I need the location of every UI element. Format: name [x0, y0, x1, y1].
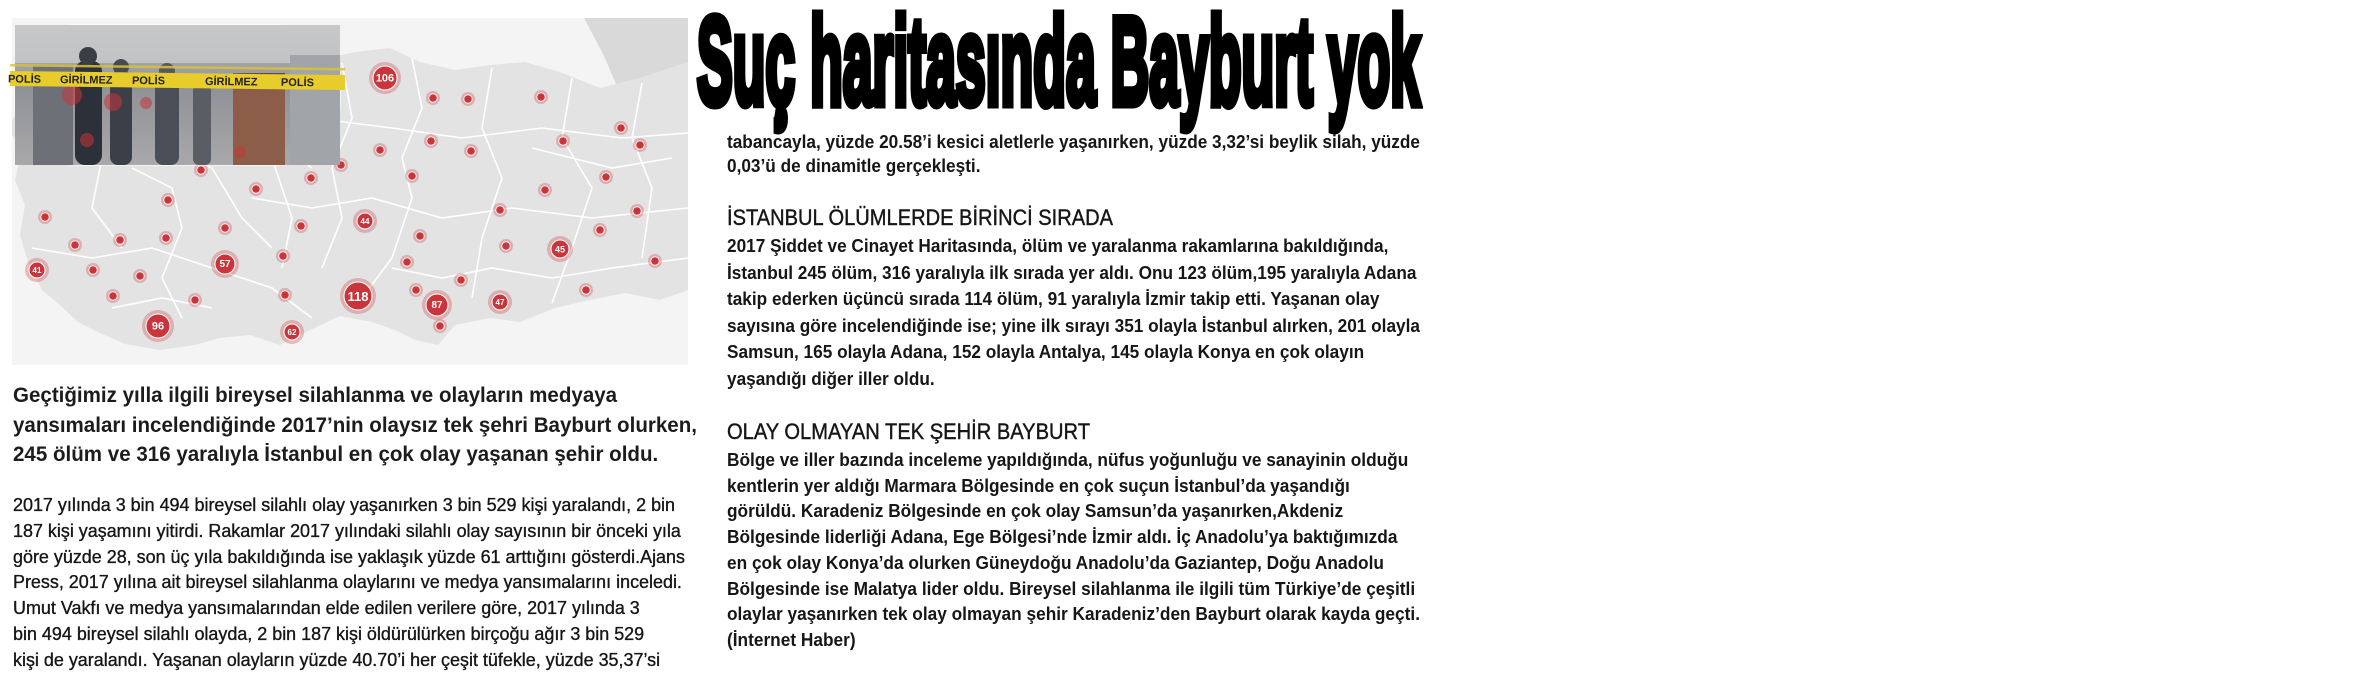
headline [697, 0, 1420, 136]
map-marker-dot [38, 210, 52, 224]
paragraph-line: kentlerin yer aldığı Marmara Bölgesinde en çok suçun İstanbul’da yaşandığı [727, 475, 1350, 496]
body-line: Press, 2017 yılına ait bireysel silahlanma olaylarını ve medya yansımalarını inceledi. [13, 572, 682, 593]
map-marker-dot [304, 171, 318, 185]
paragraph-line: takip ederken üçüncü sırada 114 ölüm, 91 yaralıyla İzmir takip etti. Yaşanan olay [727, 289, 1380, 310]
paragraph-line: tabancayla, yüzde 20.58’i kesici aletlerle yaşanırken, yüzde 3,32’si beylik silah, yüzde [727, 132, 1420, 152]
crime-map [7, 18, 688, 365]
map-marker-dot [113, 233, 127, 247]
map-marker-dot [294, 219, 308, 233]
tape-text: GİRİLMEZ [59, 74, 113, 87]
map-marker-count: 45 [554, 244, 566, 255]
map-marker-dot [499, 239, 513, 253]
tape-text: GİRİLMEZ [204, 75, 258, 89]
body-line: göre yüzde 28, son üç yıla bakıldığında ise yaklaşık yüzde 61 arttığını gösterdi.Ajans [13, 546, 685, 567]
map-marker [353, 209, 377, 233]
map-marker-dot [534, 90, 548, 104]
paragraph-line: 0,03’ü de dinamitle gerçekleşti. [727, 156, 981, 176]
map-marker-dot [424, 134, 438, 148]
section-paragraph-istanbul [727, 233, 1420, 393]
map-marker-dot [630, 204, 644, 218]
map-marker-count: 62 [287, 328, 297, 337]
lead-line: 245 ölüm ve 316 yaralıyla İstanbul en çok olay yaşanan şehir oldu. [13, 443, 659, 466]
map-marker-dot [593, 223, 607, 237]
map-marker-dot [426, 91, 440, 105]
map-marker-dot [461, 92, 475, 106]
source-credit: (İnternet Haber) [727, 629, 856, 650]
map-marker-dot [433, 319, 447, 333]
map-marker-dot [133, 269, 147, 283]
paragraph-line: İstanbul 245 ölüm, 316 yaralıyla ilk sırada yer aldı. Onu 123 ölüm,195 yaralıyla Adana [727, 262, 1417, 283]
body-line: 2017 yılında 3 bin 494 bireysel silahlı olay yaşanırken 3 bin 529 kişi yaralandı, 2 bin [13, 495, 676, 515]
map-marker-count: 96 [151, 320, 165, 333]
photo-scene [7, 25, 340, 165]
map-marker-dot [556, 134, 570, 148]
map-marker-dot [218, 221, 232, 235]
map-marker-dot [86, 263, 100, 277]
paragraph-line: olaylar yaşanırken tek olay olmayan şehir Karadeniz’den Bayburt olarak kayda geçti. [727, 604, 1420, 625]
lead-line: Geçtiğimiz yılla ilgili bireysel silahlanma ve olayların medyaya [13, 384, 618, 407]
map-marker-count: 57 [219, 259, 231, 270]
map-marker-dot [633, 138, 647, 152]
map-marker-dot [614, 121, 628, 135]
map-marker-dot [400, 255, 414, 269]
continued-paragraph [727, 130, 1420, 178]
police-tape-photo [7, 25, 340, 165]
map-marker-count: 44 [360, 217, 370, 226]
body-line: 187 kişi yaşamını yitirdi. Rakamlar 2017 yılındaki silahlı olay sayısının bir önceki yıla [13, 520, 681, 541]
paragraph-line: görüldü. Karadeniz Bölgesinde en çok olay Samsun’da yaşanırken,Akdeniz [727, 501, 1344, 522]
map-marker-dot [68, 238, 82, 252]
map-marker-dot [409, 283, 423, 297]
map-marker-dot [373, 143, 387, 157]
map-marker [211, 250, 239, 278]
paragraph-line: sayısına göre incelendiğinde ise; yine ilk sırayı 351 olayla İstanbul alırken, 201 olayla [727, 315, 1420, 336]
section-heading: İSTANBUL ÖLÜMLERDE BİRİNCİ SIRADA [727, 205, 1114, 230]
map-marker [369, 62, 401, 94]
map-marker-dot [413, 229, 427, 243]
body-line: Umut Vakfı ve medya yansımalarından elde edilen verilere göre, 2017 yılında 3 [13, 598, 640, 619]
map-marker [547, 236, 573, 262]
map-marker-dot [648, 254, 662, 268]
map-marker-dot [493, 203, 507, 217]
lead-paragraph [13, 381, 697, 470]
map-marker-dot [276, 249, 290, 263]
map-marker-dot [159, 231, 173, 245]
section-heading-bayburt [727, 418, 1420, 446]
map-marker [25, 258, 49, 282]
map-marker-dot [188, 293, 202, 307]
map-marker [340, 278, 376, 314]
paragraph-line: 2017 Şiddet ve Cinayet Haritasında, ölüm ve yaralanma rakamlarına bakıldığında, [727, 236, 1389, 256]
map-marker [488, 290, 512, 314]
map-marker-dot [194, 163, 208, 177]
section-heading: OLAY OLMAYAN TEK ŞEHİR BAYBURT [727, 419, 1090, 444]
map-marker [142, 310, 174, 342]
map-marker-dot [599, 170, 613, 184]
map-marker-dot [579, 283, 593, 297]
street-background [290, 55, 340, 165]
tape-text: POLİS [131, 74, 166, 88]
section-paragraph-bayburt [727, 448, 1420, 654]
body-line: bin 494 bireysel silahlı olayda, 2 bin 187 kişi öldürülürken birçoğu ağır 3 bin 529 [13, 623, 645, 644]
map-marker [422, 290, 452, 320]
paragraph-line: yaşandığı diğer iller oldu. [727, 368, 935, 389]
tape-text: POLİS [7, 73, 42, 86]
headline-text: Suç haritasında Bayburt yok [697, 0, 1421, 131]
paragraph-line: Samsun, 165 olayla Adana, 152 olayla Antalya, 145 olayla Konya en çok olayın [727, 342, 1365, 363]
map-marker-dot [106, 289, 120, 303]
map-marker-count: 87 [431, 300, 443, 311]
tape-text: POLİS [280, 76, 315, 90]
body-paragraph [13, 493, 685, 674]
map-marker-count: 118 [347, 289, 369, 304]
map-marker-count: 47 [495, 298, 505, 307]
map-marker-dot [249, 182, 263, 196]
map-marker-dot [405, 169, 419, 183]
map-marker-dot [538, 183, 552, 197]
map-marker [280, 320, 304, 344]
map-marker-count: 41 [32, 266, 42, 275]
paragraph-line: en çok olay Konya’da olurken Güneydoğu Anadolu’da Gaziantep, Doğu Anadolu [727, 552, 1384, 573]
paragraph-line: Bölgesinde liderliği Adana, Ege Bölgesi’nde İzmir aldı. İç Anadolu’ya baktığımızda [727, 527, 1398, 548]
paragraph-line: Bölge ve iller bazında inceleme yapıldığında, nüfus yoğunluğu ve sanayinin olduğu [727, 450, 1409, 470]
lead-line: yansımaları incelendiğinde 2017’nin olaysız tek şehri Bayburt olurken, [13, 413, 697, 437]
map-marker-dot [454, 273, 468, 287]
map-marker-dot [464, 144, 478, 158]
section-heading-istanbul [727, 204, 1420, 232]
body-line: kişi de yaralandı. Yaşanan olayların yüzde 40.70’i her çeşit tüfekle, yüzde 35,37’si [13, 649, 661, 670]
map-marker-count: 106 [375, 72, 395, 85]
map-marker-dot [161, 193, 175, 207]
map-marker-dot [278, 288, 292, 302]
paragraph-line: Bölgesinde ise Malatya lider oldu. Bireysel silahlanma ile ilgili tüm Türkiye’de çeşitli [727, 578, 1416, 599]
